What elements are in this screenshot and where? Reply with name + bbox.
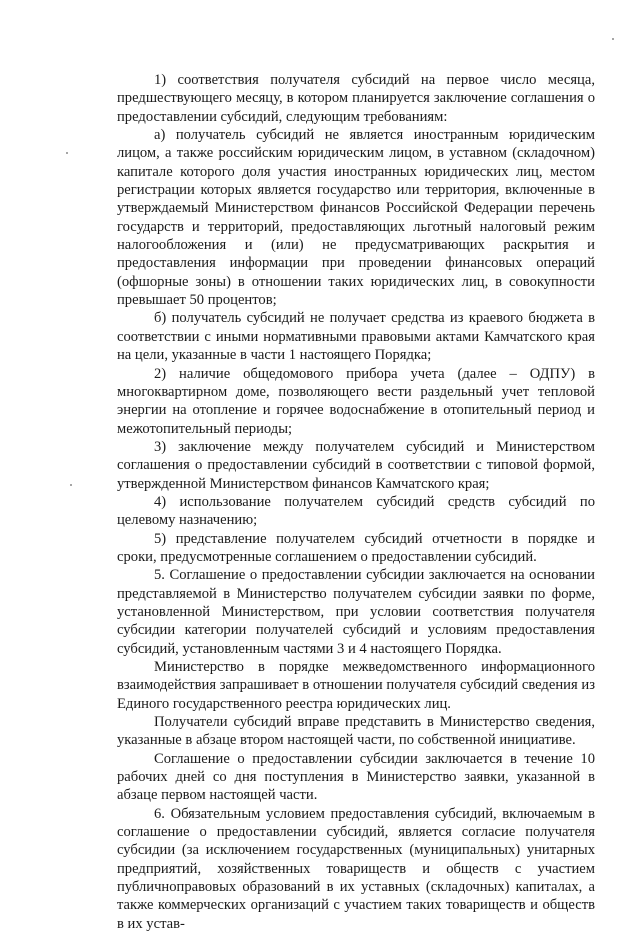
paragraph-interagency-request: Министерство в порядке межведомственного информационного взаимодействия запрашивает в отношении получателя субсидий сведения из Единого государственного реестра юридических лиц. [117,659,595,712]
paragraph-requirement-a: а) получатель субсидий не является иностранным юридическим лицом, а также российским юридическим лицом, в уставном (складочном) капитале которого доля участия иностранных юридических лиц, местом регистрации которых является государство или территория, включенные в утверждаемый Министерством финансов Российской Федерации перечень государств и территорий, предоставляющих льготный налоговый режим налогообложения и (или) не предусматривающих раскрытия и предоставления информации при проведении финансовых операций (офшорные зоны) в отношении таких юридических лиц, в совокупности превышает 50 процентов; [117,127,595,309]
paragraph-condition-5: 5) представление получателем субсидий отчетности в порядке и сроки, предусмотренные соглашением о предоставлении субсидий. [117,530,595,565]
document-body [117,71,595,933]
paragraph-requirement-b: б) получатель субсидий не получает средства из краевого бюджета в соответствии с иными нормативными правовыми актами Камчатского края на цели, указанные в части 1 настоящего Порядка; [117,310,595,364]
paragraph-condition-3: 3) заключение между получателем субсидий и Министерством соглашения о предоставлении субсидий в соответствии с типовой формой, утвержденной Министерством финансов Камчатского края; [117,438,595,492]
paragraph-condition-4: 4) использование получателем субсидий средств субсидий по целевому назначению; [117,493,595,529]
scan-speck [66,152,68,154]
scan-speck [612,38,614,40]
scan-speck [70,484,72,486]
paragraph-part-5: 5. Соглашение о предоставлении субсидии заключается на основании представляемой в Министерство получателем субсидии заявки по форме, установленной Министерством, при условии соответствия получателя субсидии категории получателей субсидий и условиям предоставления субсидий, установленным частями 3 и 4 настоящего Порядка. [117,567,595,657]
paragraph-condition-2: 2) наличие общедомового прибора учета (далее – ОДПУ) в многоквартирном доме, позволяющего вести раздельный учет тепловой энергии на отопление и горячее водоснабжение в отопительный период и межотопительный периоды; [117,365,595,437]
paragraph-condition-1: 1) соответствия получателя субсидий на первое число месяца, предшествующего месяцу, в котором планируется заключение соглашения о предоставлении субсидий, следующим требованиям: [117,72,595,125]
paragraph-own-initiative: Получатели субсидий вправе представить в Министерство сведения, указанные в абзаце втором настоящей части, по собственной инициативе. [117,714,595,749]
paragraph-part-6: 6. Обязательным условием предоставления субсидий, включаемым в соглашение о предоставлении субсидий, является согласие получателя субсидии (за исключением государственных (муниципальных) унитарных предприятий, хозяйственных товариществ и обществ с участием публичноправовых образований в их уставных (складочных) капиталах, а также коммерческих организаций с участием таких товариществ и обществ в их устав- [117,805,595,932]
paragraph-agreement-term: Соглашение о предоставлении субсидии заключается в течение 10 рабочих дней со дня поступления в Министерство заявки, указанной в абзаце первом настоящей части. [117,750,595,804]
